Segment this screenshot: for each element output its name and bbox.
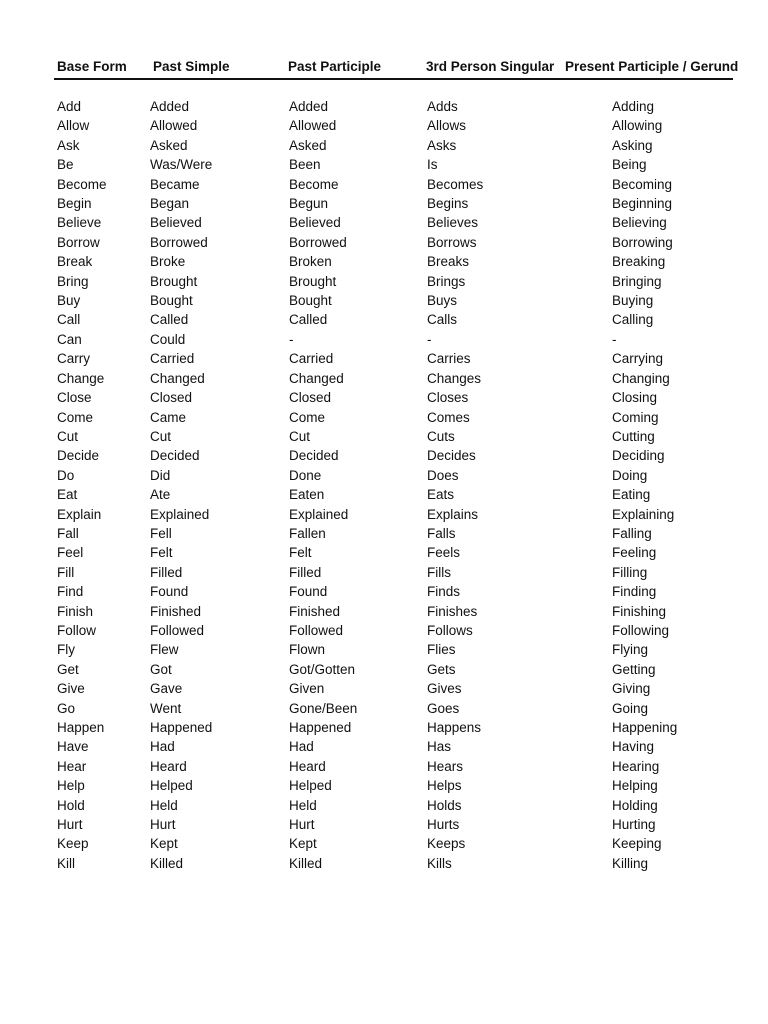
table-row (0, 505, 740, 524)
cell-past-simple: Gave (150, 681, 183, 697)
cell-present-participle: Doing (612, 467, 648, 483)
cell-past-participle: Carried (289, 351, 334, 367)
cell-base-form: Keep (57, 836, 89, 852)
verb-table (0, 97, 740, 873)
cell-third-person: Closes (427, 390, 469, 406)
cell-past-participle: Decided (289, 448, 339, 464)
table-row (0, 602, 740, 621)
table-row (0, 175, 740, 194)
cell-past-participle: Become (289, 176, 339, 192)
table-row (0, 524, 740, 543)
cell-present-participle: Buying (612, 293, 654, 309)
cell-present-participle: Feeling (612, 545, 657, 561)
table-row (0, 446, 740, 465)
cell-third-person: Cuts (427, 428, 455, 444)
table-row (0, 485, 740, 504)
cell-present-participle: Eating (612, 487, 651, 503)
cell-present-participle: Flying (612, 642, 649, 658)
cell-past-simple: Went (150, 700, 182, 716)
cell-third-person: Flies (427, 642, 456, 658)
cell-present-participle: Explaining (612, 506, 675, 522)
cell-present-participle: Asking (612, 137, 653, 153)
cell-third-person: Fills (427, 564, 451, 580)
table-row (0, 776, 740, 795)
cell-base-form: Change (57, 370, 105, 386)
cell-past-participle: Cut (289, 428, 311, 444)
table-row (0, 466, 740, 485)
cell-present-participle: Closing (612, 390, 658, 406)
cell-past-participle: Brought (289, 273, 337, 289)
cell-past-simple: Flew (150, 642, 179, 658)
cell-base-form: Cut (57, 428, 79, 444)
cell-past-simple: Heard (150, 758, 187, 774)
table-row (0, 136, 740, 155)
cell-present-participle: Hurting (612, 817, 656, 833)
table-row (0, 213, 740, 232)
cell-base-form: Decide (57, 448, 100, 464)
cell-present-participle: Allowing (612, 118, 663, 134)
cell-present-participle: Hearing (612, 758, 660, 774)
cell-third-person: Hears (427, 758, 464, 774)
cell-base-form: Finish (57, 603, 94, 619)
cell-past-simple: Happened (150, 720, 213, 735)
cell-past-participle: Felt (289, 545, 312, 561)
cell-past-participle: Come (289, 409, 326, 425)
cell-third-person: Asks (427, 137, 457, 153)
cell-base-form: Carry (57, 351, 90, 367)
cell-base-form: Go (57, 700, 76, 716)
cell-base-form: Come (57, 409, 94, 425)
cell-past-participle: Held (289, 797, 317, 813)
cell-past-simple: Could (150, 331, 186, 347)
cell-past-simple: Finished (150, 603, 202, 619)
cell-base-form: Explain (57, 506, 102, 522)
header-third-person-singular: 3rd Person Singular (426, 59, 555, 74)
cell-past-simple: Borrowed (150, 234, 208, 250)
cell-third-person: Buys (427, 293, 458, 309)
cell-past-participle: Done (289, 467, 322, 483)
cell-base-form: Be (57, 157, 74, 173)
cell-past-simple: Closed (150, 390, 193, 406)
cell-past-participle: Happened (289, 720, 352, 735)
cell-third-person: Brings (427, 273, 466, 289)
cell-base-form: Hold (57, 797, 85, 813)
table-row (0, 679, 740, 698)
cell-third-person: Finishes (427, 603, 478, 619)
cell-present-participle: Having (612, 739, 655, 755)
cell-present-participle: Changing (612, 370, 670, 386)
cell-base-form: Feel (57, 545, 84, 561)
cell-past-simple: Filled (150, 564, 183, 580)
cell-present-participle: Holding (612, 797, 658, 813)
cell-past-simple: Held (150, 797, 178, 813)
cell-base-form: Give (57, 681, 85, 697)
header-past-simple: Past Simple (153, 59, 230, 74)
cell-present-participle: Coming (612, 409, 659, 425)
cell-past-simple: Hurt (150, 817, 176, 833)
cell-past-simple: Called (150, 312, 189, 328)
table-row (0, 233, 740, 252)
cell-present-participle: Borrowing (612, 234, 673, 250)
cell-third-person: Calls (427, 312, 458, 328)
cell-present-participle: Falling (612, 525, 652, 541)
cell-present-participle: Being (612, 157, 647, 173)
table-row (0, 563, 740, 582)
cell-present-participle: Bringing (612, 273, 662, 289)
cell-past-simple: Had (150, 739, 175, 755)
cell-base-form: Fill (57, 564, 75, 580)
cell-third-person: Breaks (427, 254, 470, 270)
table-row (0, 97, 740, 116)
cell-base-form: Break (57, 254, 93, 270)
cell-base-form: Begin (57, 196, 92, 212)
cell-third-person: Kills (427, 855, 452, 871)
cell-past-participle: Had (289, 739, 314, 755)
cell-past-participle: Added (289, 99, 329, 114)
cell-present-participle: Adding (612, 99, 655, 114)
cell-base-form: Kill (57, 855, 76, 871)
cell-third-person: Helps (427, 778, 462, 794)
cell-past-simple: Brought (150, 273, 198, 289)
cell-third-person: Adds (427, 99, 458, 114)
table-row (0, 699, 740, 718)
header-divider (54, 78, 733, 80)
cell-base-form: Help (57, 778, 85, 794)
cell-past-simple: Became (150, 176, 200, 192)
table-row (0, 718, 740, 737)
cell-present-participle: Giving (612, 681, 651, 697)
cell-past-simple: Decided (150, 448, 200, 464)
cell-past-participle: Borrowed (289, 234, 347, 250)
cell-base-form: Find (57, 584, 84, 600)
cell-third-person: Is (427, 157, 438, 173)
cell-past-participle: Hurt (289, 817, 315, 833)
cell-base-form: Borrow (57, 234, 100, 250)
cell-present-participle: Going (612, 700, 649, 716)
table-row (0, 757, 740, 776)
table-row (0, 330, 740, 349)
cell-past-participle: Asked (289, 137, 327, 153)
cell-past-simple: Believed (150, 215, 202, 231)
header-base-form: Base Form (57, 59, 127, 74)
cell-third-person: Holds (427, 797, 462, 813)
table-row (0, 834, 740, 853)
table-row (0, 291, 740, 310)
cell-base-form: Buy (57, 293, 81, 309)
cell-present-participle: Beginning (612, 196, 673, 212)
cell-past-participle: Kept (289, 836, 317, 852)
cell-third-person: Does (427, 467, 459, 483)
cell-past-participle: Changed (289, 370, 344, 386)
table-row (0, 640, 740, 659)
table-row (0, 408, 740, 427)
cell-present-participle: Finishing (612, 603, 667, 619)
cell-past-participle: Closed (289, 390, 332, 406)
table-row (0, 252, 740, 271)
cell-past-simple: Changed (150, 370, 205, 386)
table-row (0, 427, 740, 446)
table-row (0, 310, 740, 329)
cell-third-person: Believes (427, 215, 479, 231)
cell-past-simple: Allowed (150, 118, 198, 134)
cell-past-simple: Added (150, 99, 190, 114)
cell-base-form: Get (57, 661, 79, 677)
table-row (0, 621, 740, 640)
cell-past-participle: Eaten (289, 487, 325, 503)
cell-past-participle: Found (289, 584, 328, 600)
cell-present-participle: - (612, 331, 617, 347)
table-row (0, 660, 740, 679)
cell-present-participle: Happening (612, 720, 678, 735)
cell-present-participle: Cutting (612, 428, 655, 444)
cell-present-participle: Calling (612, 312, 654, 328)
verb-table-body (0, 97, 740, 873)
cell-present-participle: Deciding (612, 448, 665, 464)
cell-past-simple: Helped (150, 778, 193, 794)
cell-base-form: Can (57, 331, 82, 347)
cell-past-simple: Cut (150, 428, 172, 444)
table-row (0, 116, 740, 135)
header-past-participle: Past Participle (288, 59, 382, 74)
table-row (0, 737, 740, 756)
cell-third-person: Explains (427, 506, 479, 522)
cell-third-person: Becomes (427, 176, 484, 192)
cell-past-simple: Broke (150, 254, 186, 270)
cell-past-simple: Came (150, 409, 187, 425)
table-row (0, 388, 740, 407)
table-row (0, 854, 740, 873)
cell-past-simple: Fell (150, 525, 172, 541)
cell-past-simple: Did (150, 467, 171, 483)
cell-present-participle: Filling (612, 564, 648, 580)
cell-present-participle: Finding (612, 584, 657, 600)
cell-present-participle: Following (612, 622, 670, 638)
cell-past-simple: Was/Were (150, 157, 213, 173)
cell-past-participle: Explained (289, 506, 349, 522)
cell-third-person: Comes (427, 409, 470, 425)
cell-past-participle: Called (289, 312, 328, 328)
table-row (0, 155, 740, 174)
cell-third-person: Carries (427, 351, 471, 367)
cell-past-participle: Flown (289, 642, 326, 658)
cell-past-simple: Asked (150, 137, 188, 153)
cell-past-participle: Killed (289, 855, 323, 871)
cell-past-participle: Filled (289, 564, 322, 580)
cell-past-simple: Followed (150, 622, 205, 638)
cell-base-form: Hurt (57, 817, 83, 833)
cell-past-simple: Carried (150, 351, 195, 367)
cell-base-form: Fly (57, 642, 75, 658)
cell-present-participle: Killing (612, 855, 649, 871)
cell-past-simple: Got (150, 661, 172, 677)
cell-base-form: Do (57, 467, 75, 483)
cell-past-participle: Heard (289, 758, 326, 774)
cell-third-person: Gets (427, 661, 456, 677)
table-row (0, 194, 740, 213)
cell-base-form: Follow (57, 622, 97, 638)
cell-base-form: Hear (57, 758, 87, 774)
cell-past-participle: Followed (289, 622, 344, 638)
cell-base-form: Happen (57, 720, 105, 735)
cell-past-participle: Fallen (289, 525, 326, 541)
cell-third-person: Eats (427, 487, 455, 503)
cell-base-form: Bring (57, 273, 89, 289)
cell-past-participle: Finished (289, 603, 341, 619)
table-row (0, 796, 740, 815)
cell-past-participle: Believed (289, 215, 341, 231)
header-present-participle: Present Participle / Gerund (565, 59, 739, 74)
cell-third-person: Finds (427, 584, 461, 600)
cell-base-form: Become (57, 176, 107, 192)
cell-past-participle: Bought (289, 293, 332, 309)
cell-third-person: Falls (427, 525, 456, 541)
cell-third-person: Follows (427, 622, 473, 638)
cell-third-person: Gives (427, 681, 462, 697)
cell-present-participle: Becoming (612, 176, 673, 192)
cell-base-form: Close (57, 390, 92, 406)
cell-base-form: Allow (57, 118, 90, 134)
table-row (0, 815, 740, 834)
cell-third-person: Borrows (427, 234, 477, 250)
cell-third-person: - (427, 331, 432, 347)
cell-base-form: Call (57, 312, 81, 328)
cell-present-participle: Breaking (612, 254, 666, 270)
cell-third-person: Changes (427, 370, 482, 386)
cell-past-participle: Given (289, 681, 325, 697)
cell-base-form: Eat (57, 487, 78, 503)
cell-past-participle: Got/Gotten (289, 661, 356, 677)
cell-past-participle: Gone/Been (289, 700, 358, 716)
cell-past-simple: Found (150, 584, 189, 600)
cell-past-participle: Broken (289, 254, 332, 270)
cell-past-participle: Begun (289, 196, 329, 212)
cell-third-person: Hurts (427, 817, 460, 833)
cell-base-form: Have (57, 739, 89, 755)
cell-past-simple: Kept (150, 836, 178, 852)
cell-base-form: Believe (57, 215, 102, 231)
cell-third-person: Begins (427, 196, 469, 212)
cell-present-participle: Helping (612, 778, 658, 794)
cell-base-form: Add (57, 99, 82, 114)
cell-third-person: Goes (427, 700, 460, 716)
cell-past-participle: Been (289, 157, 321, 173)
table-row (0, 369, 740, 388)
cell-past-participle: Helped (289, 778, 332, 794)
cell-past-simple: Felt (150, 545, 173, 561)
table-row (0, 272, 740, 291)
table-row (0, 543, 740, 562)
cell-present-participle: Carrying (612, 351, 664, 367)
cell-third-person: Keeps (427, 836, 466, 852)
cell-past-simple: Killed (150, 855, 184, 871)
cell-past-simple: Explained (150, 506, 210, 522)
cell-present-participle: Keeping (612, 836, 662, 852)
table-row (0, 582, 740, 601)
cell-present-participle: Getting (612, 661, 656, 677)
cell-base-form: Fall (57, 525, 79, 541)
cell-present-participle: Believing (612, 215, 667, 231)
table-row (0, 349, 740, 368)
cell-third-person: Has (427, 739, 452, 755)
cell-past-simple: Bought (150, 293, 193, 309)
cell-past-participle: - (289, 331, 294, 347)
cell-third-person: Feels (427, 545, 461, 561)
cell-past-simple: Ate (150, 487, 171, 503)
cell-third-person: Happens (427, 720, 482, 735)
cell-base-form: Ask (57, 137, 80, 153)
cell-third-person: Allows (427, 118, 467, 134)
cell-past-participle: Allowed (289, 118, 337, 134)
cell-third-person: Decides (427, 448, 476, 464)
cell-past-simple: Began (150, 196, 190, 212)
